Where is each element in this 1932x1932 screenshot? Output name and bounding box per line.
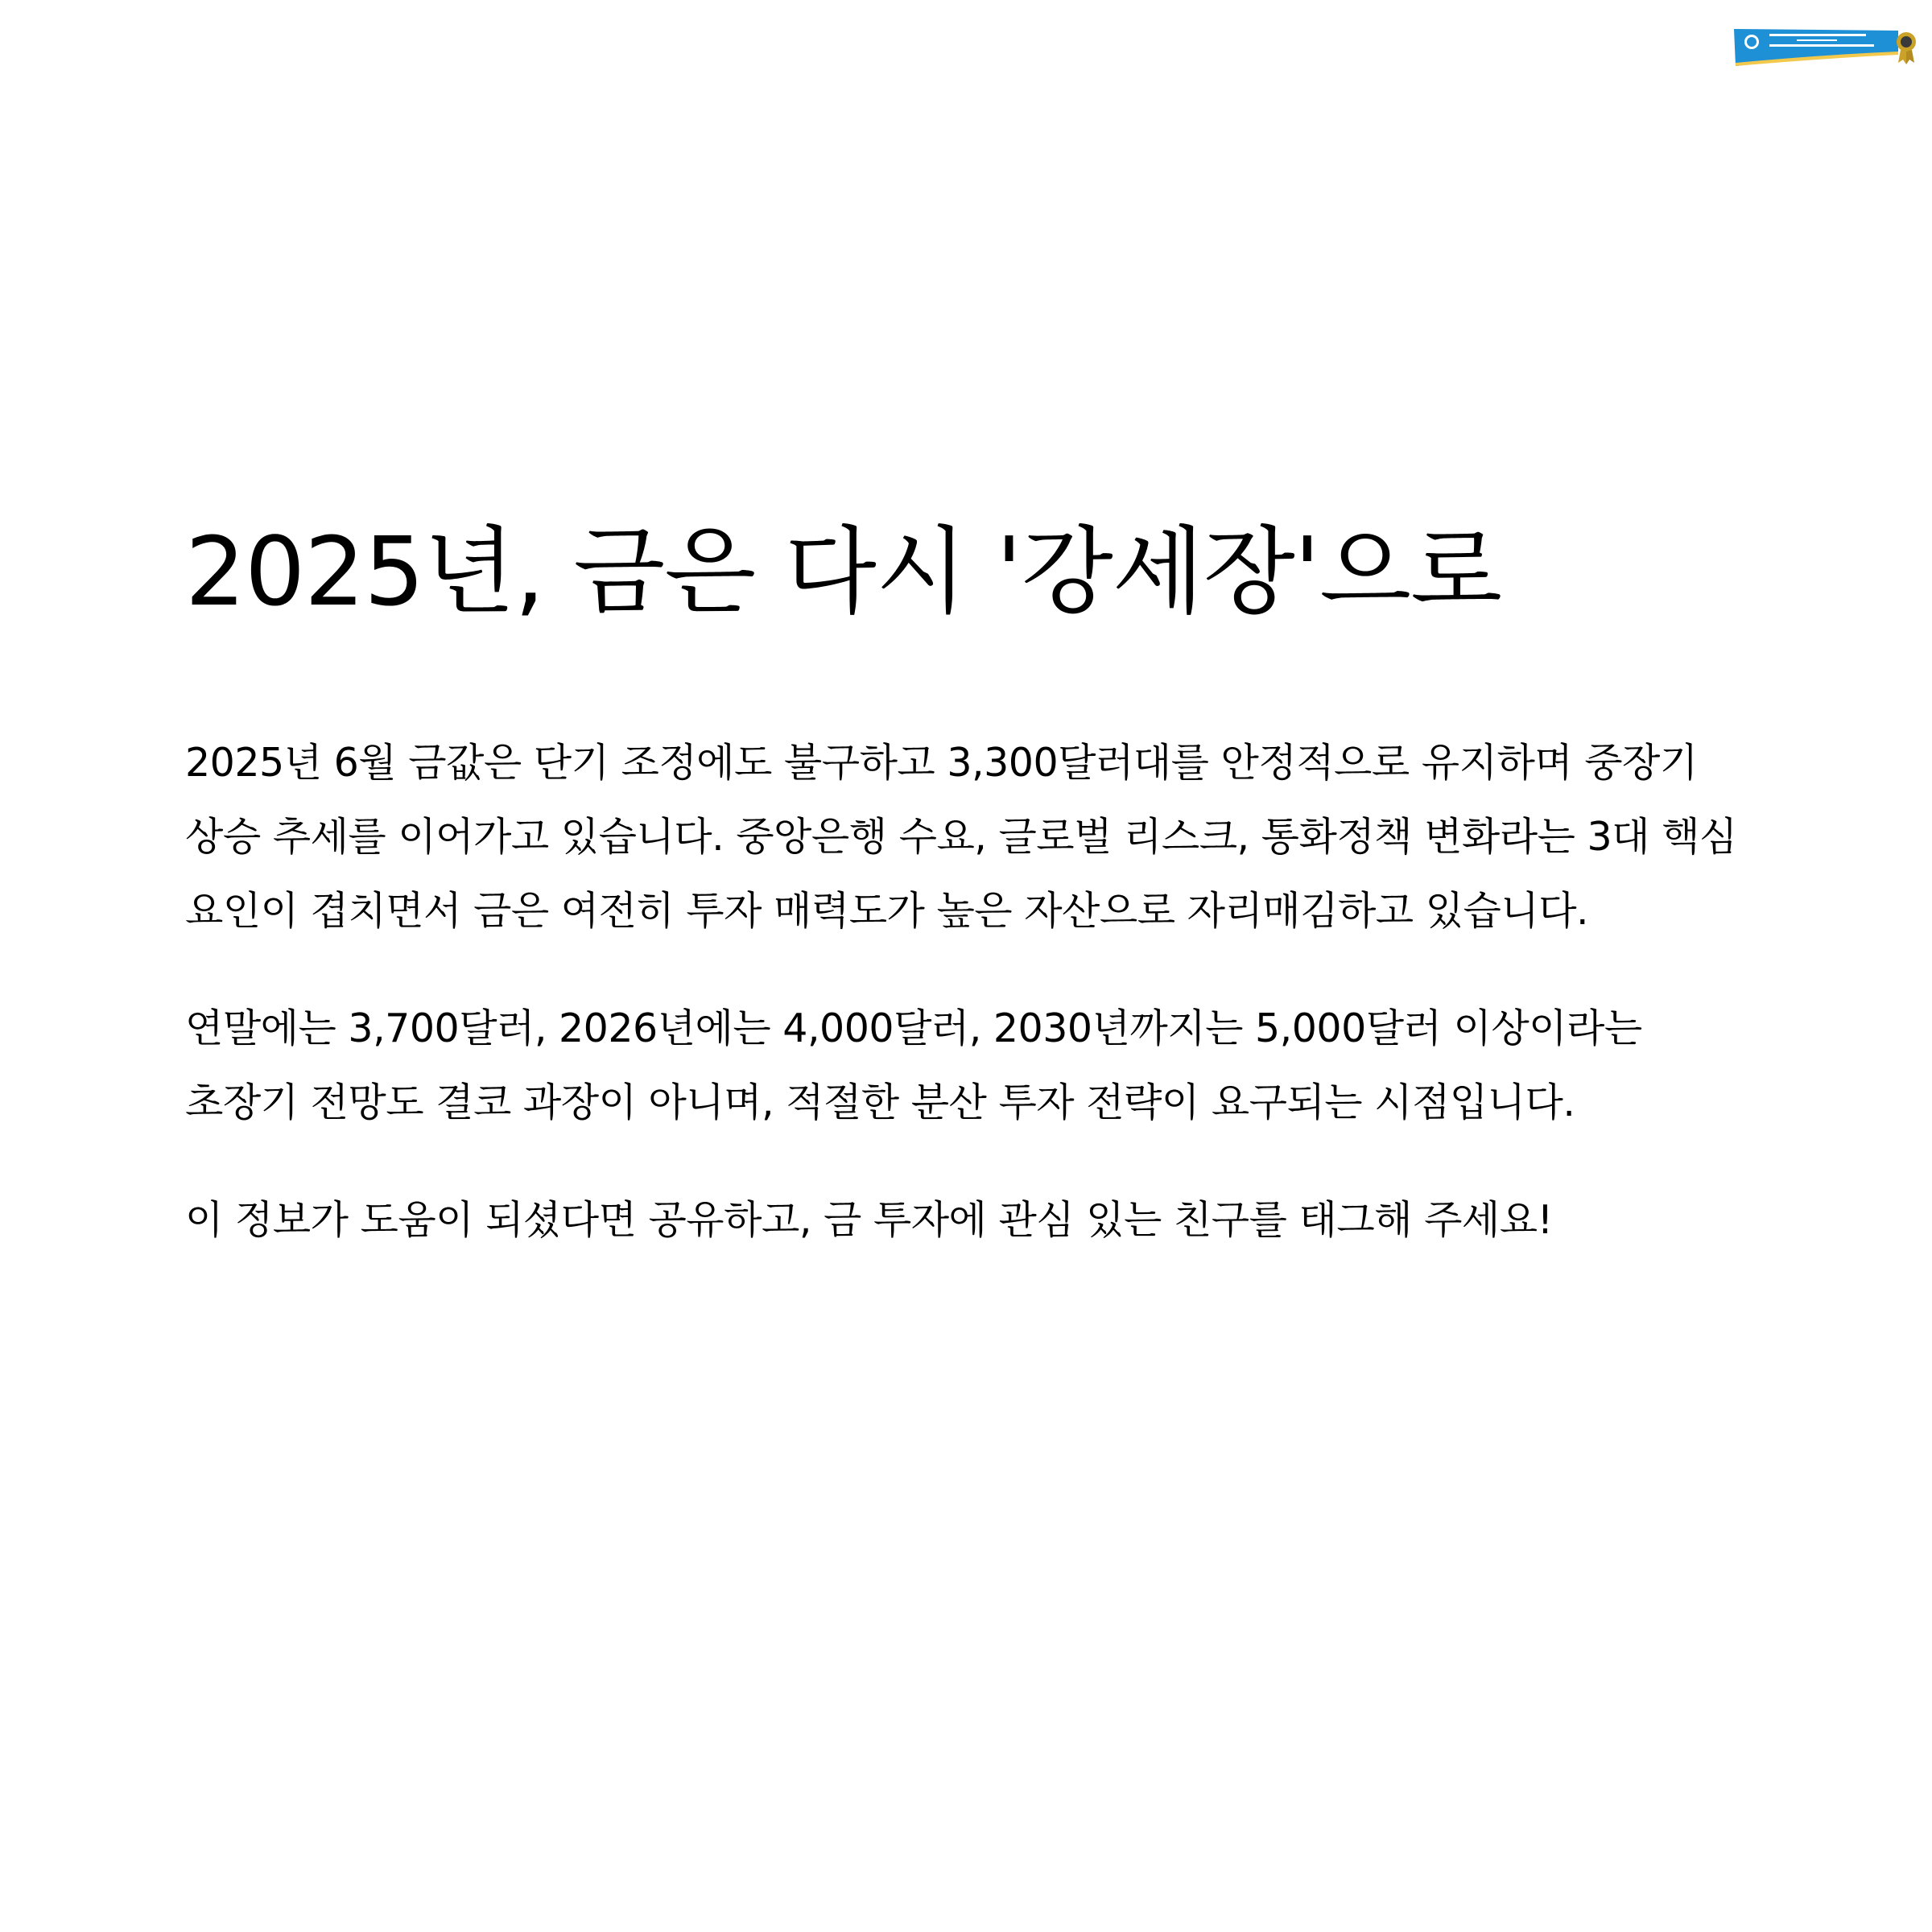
paragraph-outlook-summary: 2025년 6월 금값은 단기 조정에도 불구하고 3,300달러대를 안정적으로 유지하며 중장기 상승 추세를 이어가고 있습니다. 중앙은행 수요, 글로벌 리스크, 통화정책 변화라는 3대 핵심 요인이 겹치면서 금은 여전히 투자 매력도가 높은 자산으로 자리매김하고 있습니다. [185,739,1737,934]
institute-logo-badge [1732,26,1919,68]
paragraph-share-call-to-action: 이 정보가 도움이 되셨다면 공유하고, 금 투자에 관심 있는 친구를 태그해 주세요! [185,1196,1553,1243]
page-title: 2025년, 금은 다시 '강세장'으로 [185,516,1502,627]
article-body [185,515,1763,1257]
institute-ribbon-badge-icon [1732,26,1919,68]
paragraph-long-term-forecast: 연말에는 3,700달러, 2026년에는 4,000달러, 2030년까지는 5,000달러 이상이라는 초장기 전망도 결코 과장이 아니며, 적절한 분산 투자 전략이 요구되는 시점입니다. [185,1005,1642,1125]
